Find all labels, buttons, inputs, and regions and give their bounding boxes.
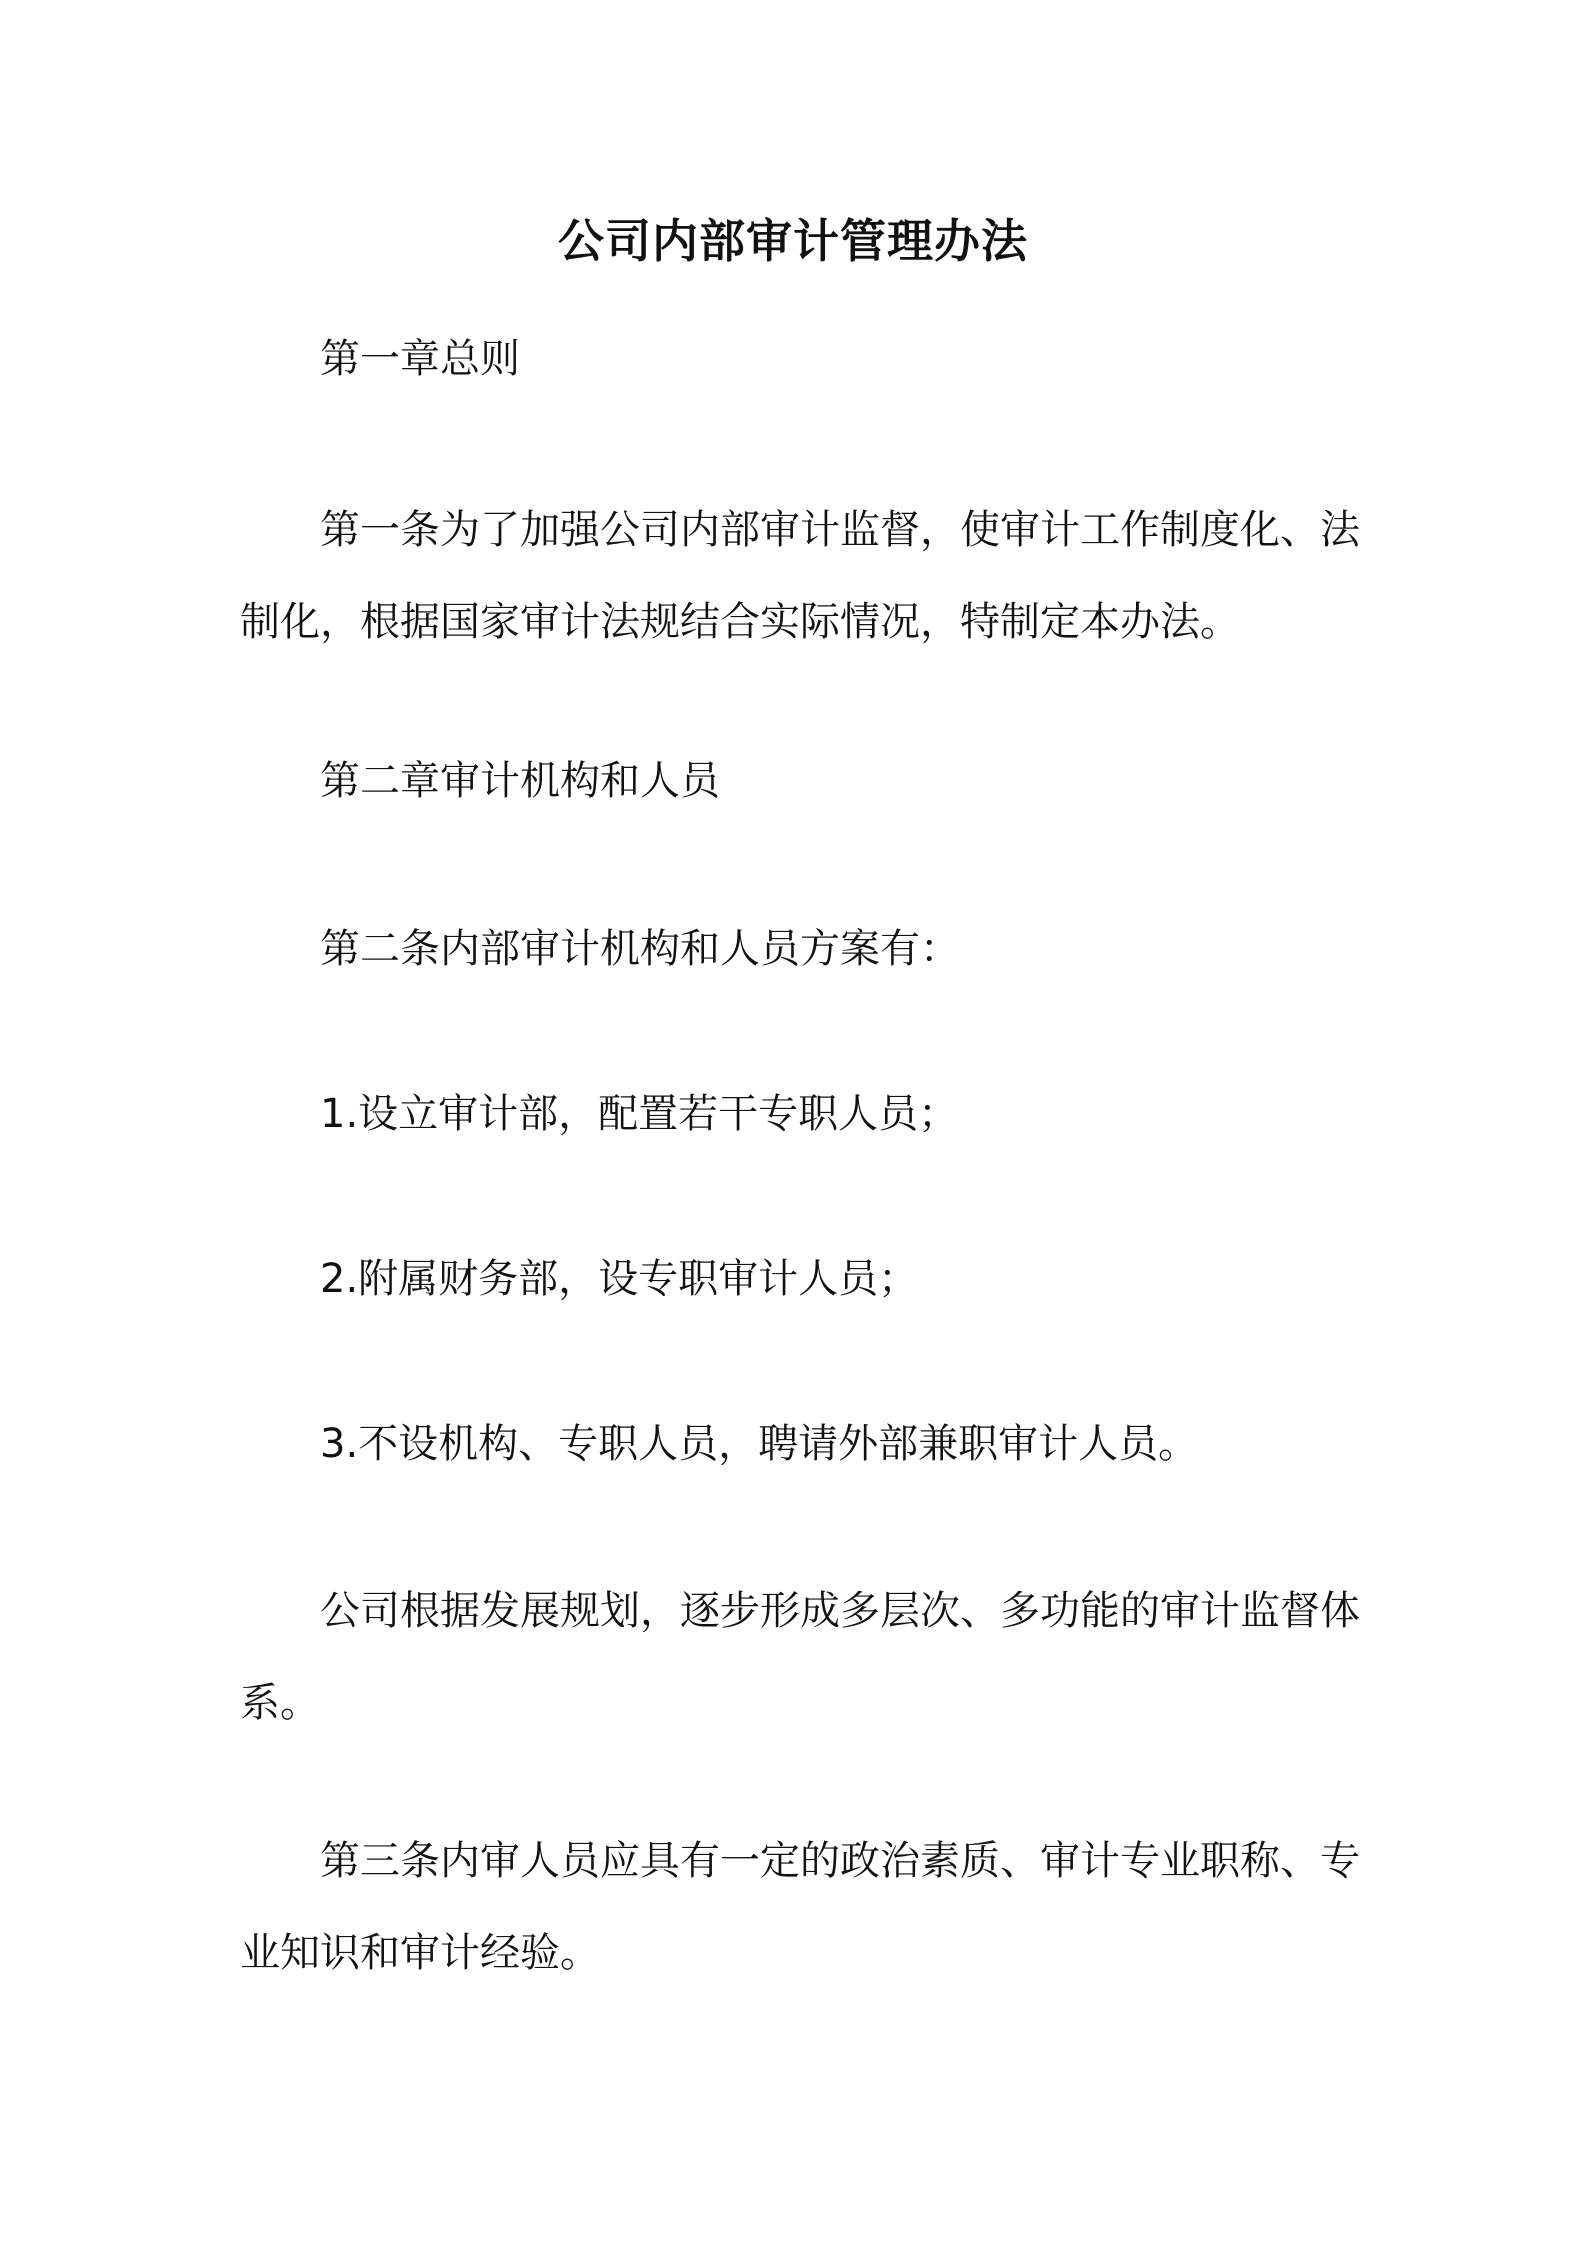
list-item-3: 3.不设机构、专职人员，聘请外部兼职审计人员。 bbox=[320, 1421, 1199, 1467]
list-item-2: 2.附属财务部，设专职审计人员； bbox=[320, 1256, 919, 1302]
article-2: 第二条内部审计机构和人员方案有： bbox=[320, 926, 960, 972]
article-3: 第三条内审人员应具有一定的政治素质、审计专业职称、专业知识和审计经验。 bbox=[240, 1838, 1360, 1976]
chapter-heading-2: 第二章审计机构和人员 bbox=[320, 758, 720, 804]
article-1: 第一条为了加强公司内部审计监督，使审计工作制度化、法制化，根据国家审计法规结合实际情况，特制定本办法。 bbox=[240, 507, 1360, 645]
chapter-heading-1: 第一章总则 bbox=[320, 336, 520, 382]
page-title: 公司内部审计管理办法 bbox=[558, 214, 1028, 268]
development-paragraph: 公司根据发展规划，逐步形成多层次、多功能的审计监督体系。 bbox=[240, 1588, 1360, 1726]
list-item-1: 1.设立审计部，配置若干专职人员； bbox=[320, 1091, 959, 1137]
